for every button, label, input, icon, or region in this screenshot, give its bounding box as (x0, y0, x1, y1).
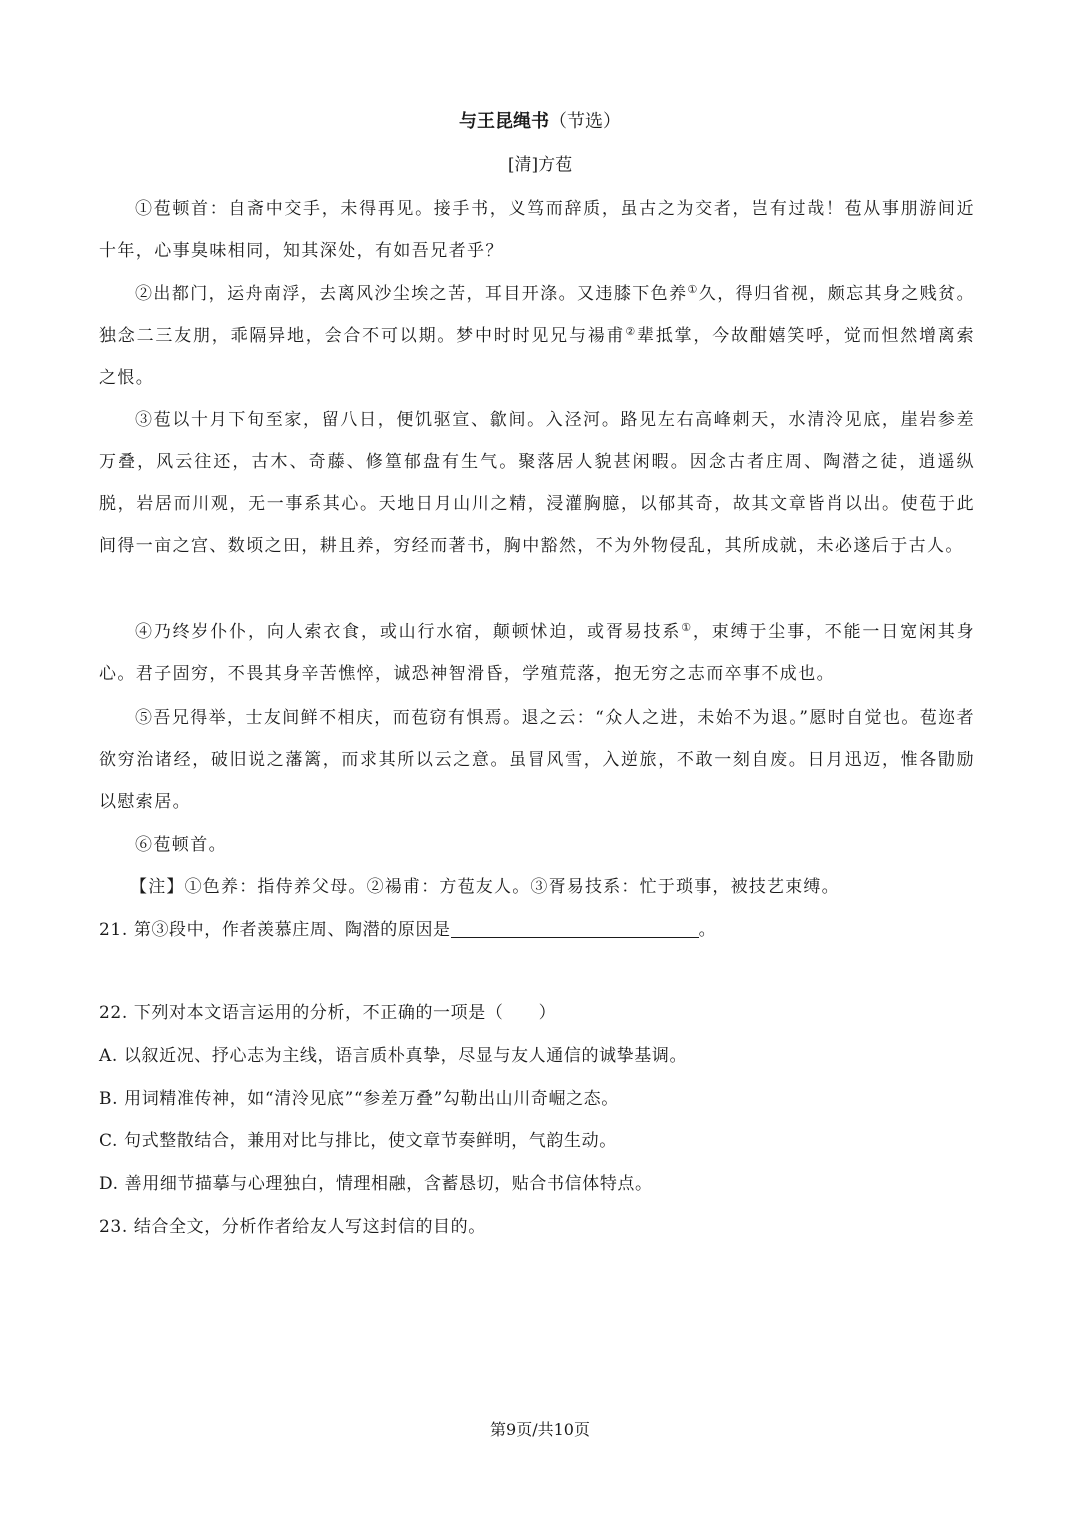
question-end: 。 (698, 920, 717, 940)
option-a: A. 以叙近况、抒心志为主线，语言质朴真挚，尽显与友人通信的诚挚基调。 (99, 1046, 688, 1066)
option-d: D. 善用细节描摹与心理独白，情理相融，含蓄恳切，贴合书信体特点。 (99, 1174, 653, 1194)
title-main: 与王昆绳书 (459, 111, 549, 132)
paragraph-4 (99, 611, 975, 695)
paragraph-text: ⑤吾兄得举，士友间鲜不相庆，而苞窃有惧焉。退之云：“众人之进，未始不为退。”愿时自觉也。苞迩者欲穷治诸经，破旧说之藩篱，而求其所以云之意。虽冒风雪，入逆旅，不敢一刻自废。日月迅迈，惟各勖励以慰索居。 (99, 708, 975, 812)
option-b: B. 用词精准传神，如“清泠见底”“参差万叠”勾勒出山川奇崛之态。 (99, 1089, 619, 1109)
paragraph-text: ④乃终岁仆仆，向人索衣食，或山行水宿，颠顿怵迫，或胥易技系 (135, 622, 682, 642)
option-c: C. 句式整散结合，兼用对比与排比，使文章节奏鲜明，气韵生动。 (99, 1131, 617, 1151)
paragraph-text: 辈抵掌，今故酣嬉笑呼，觉而怛然增离索之恨。 (99, 326, 976, 388)
paragraph-text: ①苞顿首：自斋中交手，未得再见。接手书，义笃而辞质，虽古之为交者，岂有过哉！苞从事朋游间近十年，心事臭味相同，知其深处，有如吾兄者乎？ (99, 199, 975, 261)
paragraph-3 (99, 399, 975, 567)
question-23: 23. 结合全文，分析作者给友人写这封信的目的。 (99, 1217, 486, 1237)
article-title (0, 108, 1080, 136)
paragraph-5 (99, 697, 975, 823)
footnote-marker: ② (625, 325, 638, 338)
footnote-marker: ① (687, 283, 699, 296)
paragraph-1 (99, 188, 975, 272)
author-line: [清]方苞 (507, 155, 573, 175)
question-22: 22. 下列对本文语言运用的分析，不正确的一项是（ ） (99, 1003, 557, 1023)
paragraph-text: ，束缚于尘事，不能一日宽闲其身心。君子固穷，不畏其身辛苦憔悴，诚恐神智滑昏，学殖荒落，抱无穷之志而卒事不成也。 (99, 622, 976, 684)
question-21 (99, 909, 979, 951)
paragraph-text: 久，得归省视，颇忘其身之贱贫。独念二三友朋，乖隔异地，会合不可以期。梦中时时见兄与禓甫 (99, 284, 976, 346)
paragraph-text: ②出都门，运舟南浮，去离风沙尘埃之苦，耳目开涤。又违膝下色养 (135, 284, 688, 304)
paragraph-6 (99, 824, 975, 866)
paragraph-text: ⑥苞顿首。 (135, 835, 227, 855)
footnote-marker: ① (681, 621, 693, 634)
title-suffix: （节选） (549, 111, 621, 132)
paragraph-2 (99, 273, 975, 399)
answer-blank[interactable] (451, 917, 699, 938)
question-text: 21. 第③段中，作者羡慕庄周、陶潜的原因是 (99, 920, 451, 940)
page-number: 第9页/共10页 (490, 1420, 590, 1439)
annotation-note: 【注】①色养：指侍养父母。②禓甫：方苞友人。③胥易技系：忙于琐事，被技艺束缚。 (130, 877, 840, 897)
paragraph-text: ③苞以十月下旬至家，留八日，便饥驱宣、歙间。入泾河。路见左右高峰刺天，水清泠见底，崖岩参差万叠，风云往还，古木、奇藤、修篁郁盘有生气。聚落居人貌甚闲暇。因念古者庄周、陶潜之徒，逍遥纵脱，岩居而川观，无一事系其心。天地日月山川之精，浸灌胸臆，以郁其奇，故其文章皆肖以出。使苞于此间得一亩之宫、数顷之田，耕且养，穷经而著书，胸中豁然，不为外物侵乱，其所成就，未必遂后于古人。 (99, 410, 975, 556)
